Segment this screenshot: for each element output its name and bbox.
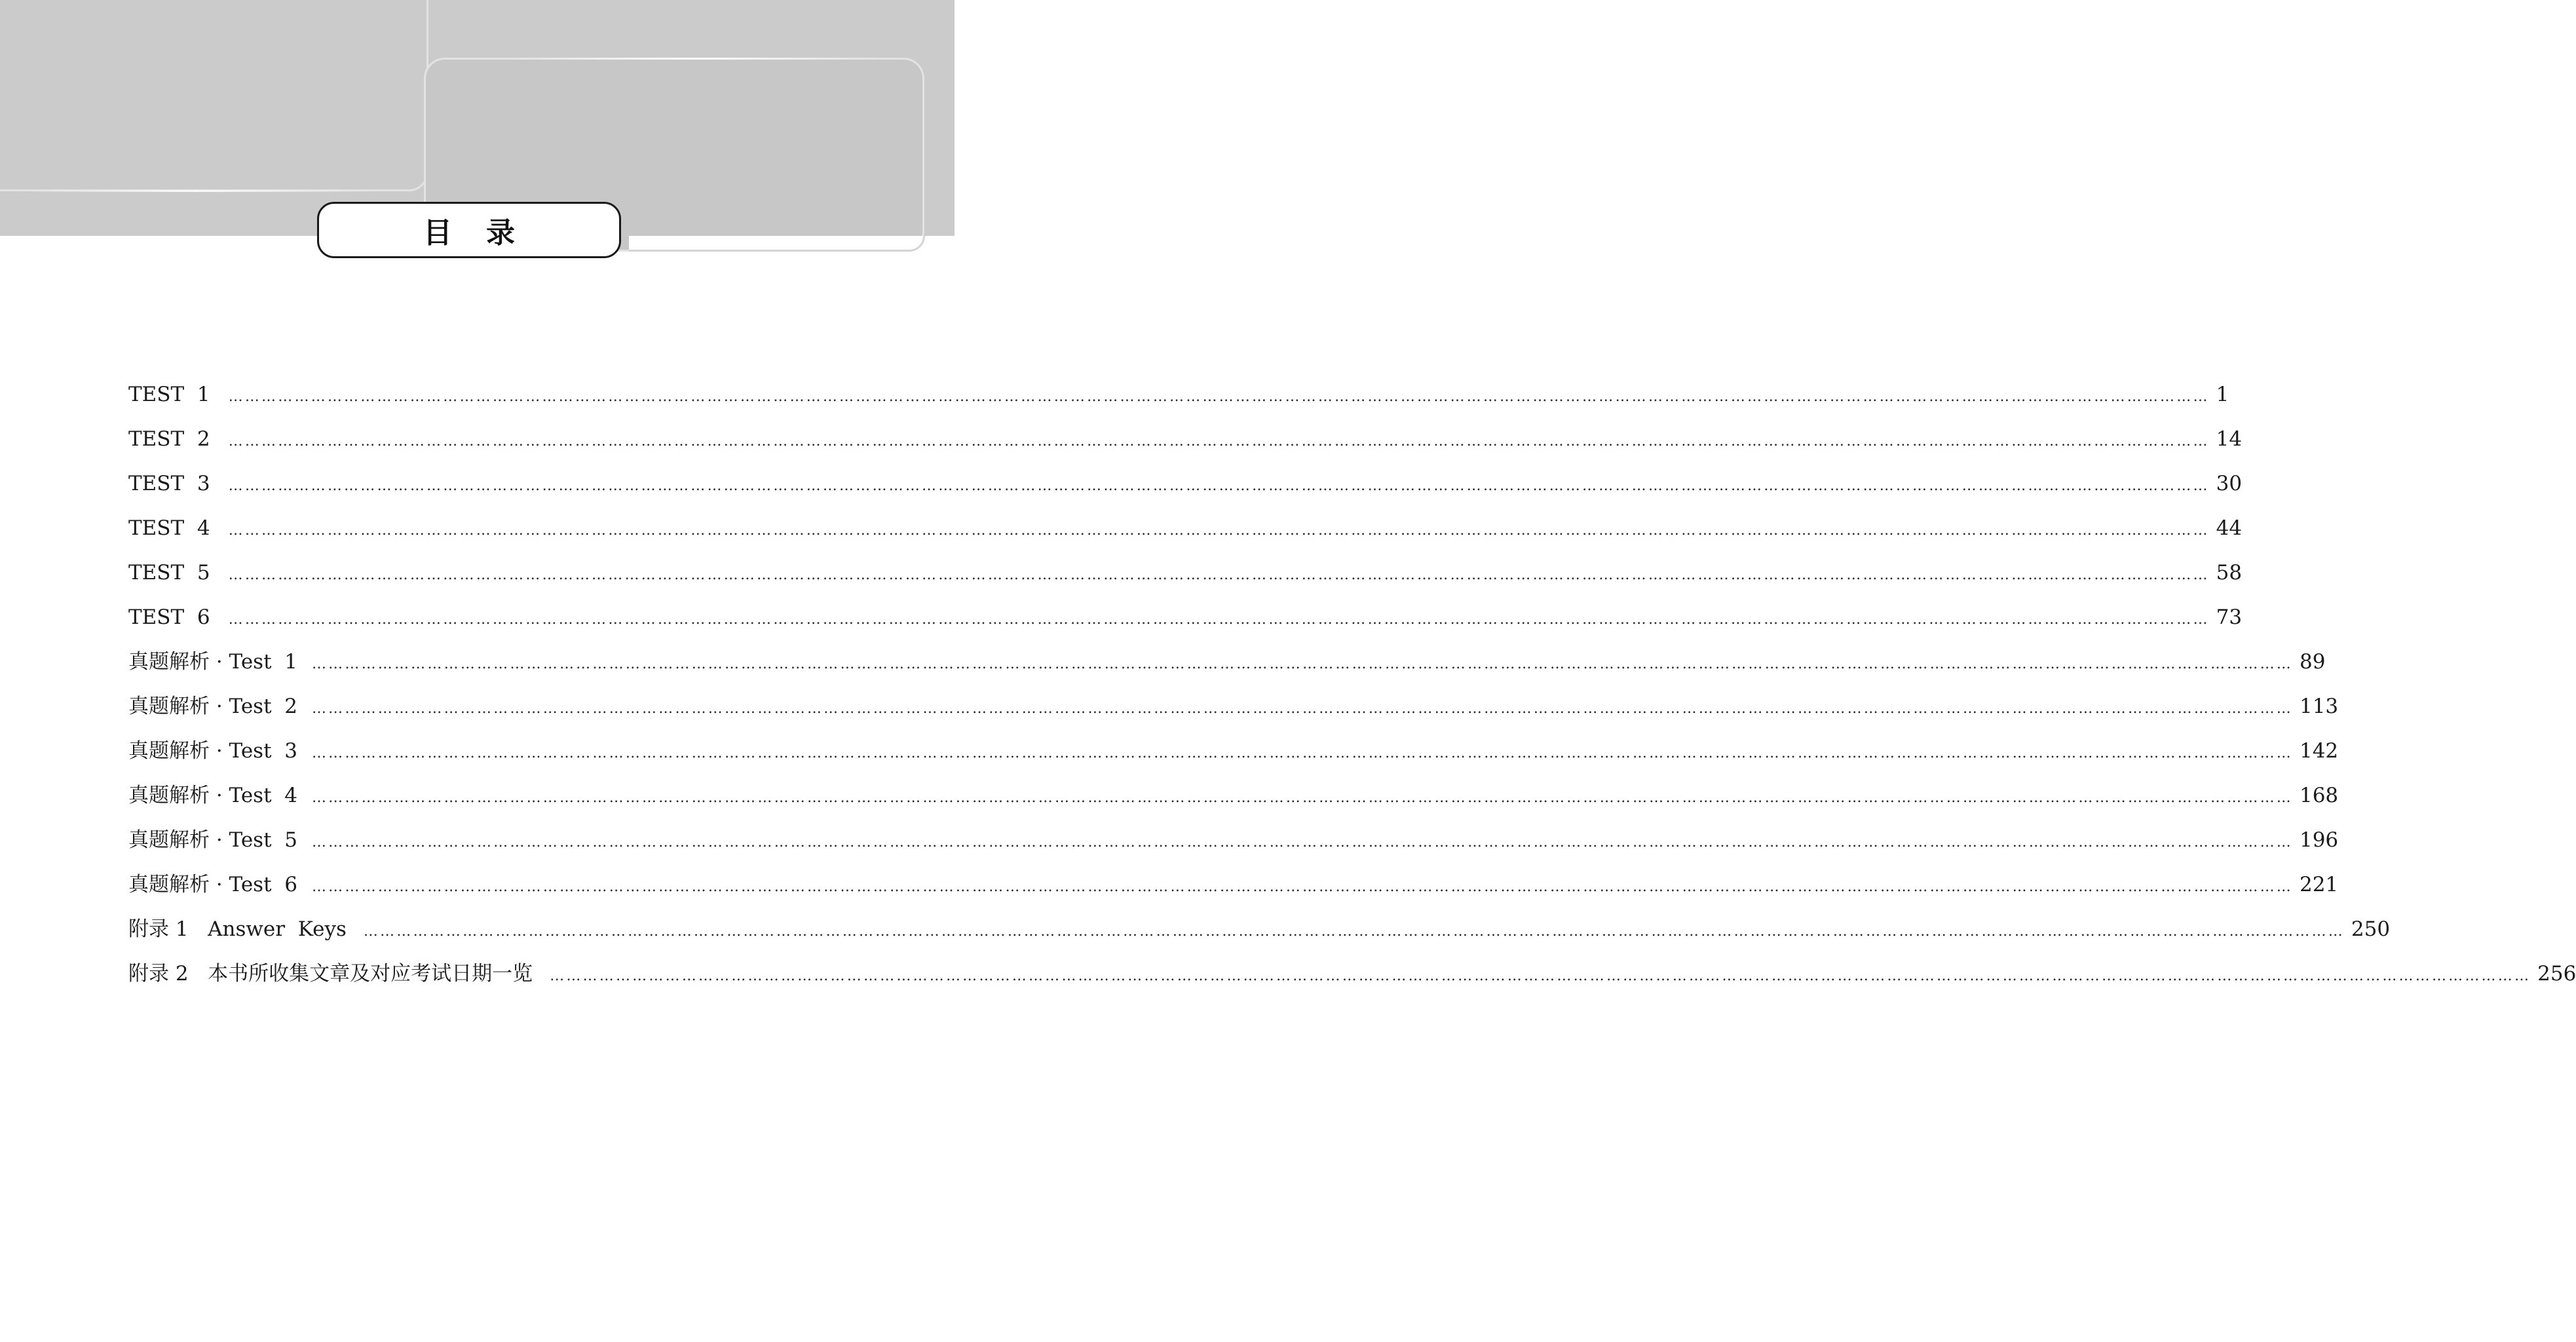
decorative-highlight-right xyxy=(511,58,878,60)
toc-leader-dots: ……………………………………………………………………………………………………………………………………………………………………………………………………………………………………………………………………………………………………………………………… xyxy=(228,611,2210,628)
toc-entry[interactable] xyxy=(128,427,2243,474)
toc-leader-dots: ……………………………………………………………………………………………………………………………………………………………………………………………………………………………………………………………………………………………………………………………… xyxy=(311,834,2293,851)
header-band xyxy=(0,0,955,236)
toc-leader-dots: ……………………………………………………………………………………………………………………………………………………………………………………………………………………………………………………………………………………………………………………………… xyxy=(228,567,2210,583)
title-box xyxy=(317,202,621,258)
toc-entry[interactable] xyxy=(128,828,2339,875)
page-title-part-2: 录 xyxy=(486,216,515,250)
toc-entry-label: 真题解析 · Test 2 xyxy=(128,695,297,718)
toc-leader-dots: ……………………………………………………………………………………………………………………………………………………………………………………………………………………………………………………………………………………………………………………………… xyxy=(311,700,2293,717)
toc-entry-page: 221 xyxy=(2299,873,2339,896)
toc-leader-dots: ……………………………………………………………………………………………………………………………………………………………………………………………………………………………………………………………………………………………………………………………… xyxy=(550,968,2531,984)
toc-entry[interactable] xyxy=(128,383,2229,429)
toc-entry-label: 附录 1 Answer Keys xyxy=(128,917,347,941)
toc-entry[interactable] xyxy=(128,605,2243,652)
toc-leader-dots: ……………………………………………………………………………………………………………………………………………………………………………………………………………………………………………………………………………………………………………………………… xyxy=(311,879,2293,895)
toc-entry-page: 30 xyxy=(2216,472,2243,495)
toc-entry-label: TEST 5 xyxy=(128,561,210,585)
toc-entry[interactable] xyxy=(128,561,2243,607)
toc-entry-label: TEST 6 xyxy=(128,605,210,629)
toc-leader-dots: ……………………………………………………………………………………………………………………………………………………………………………………………………………………………………………………………………………………………………………………………… xyxy=(363,923,2345,940)
toc-leader-dots: ……………………………………………………………………………………………………………………………………………………………………………………………………………………………………………………………………………………………………………………………… xyxy=(228,478,2210,494)
table-of-contents xyxy=(128,383,2576,1008)
decorative-highlight-left xyxy=(20,190,373,192)
toc-leader-dots: ……………………………………………………………………………………………………………………………………………………………………………………………………………………………………………………………………………………………………………………………… xyxy=(228,433,2210,450)
page-title xyxy=(423,209,515,251)
toc-entry-label: 真题解析 · Test 4 xyxy=(128,784,297,807)
toc-entry-page: 58 xyxy=(2216,561,2243,585)
toc-entry[interactable] xyxy=(128,516,2243,563)
toc-entry-label: 真题解析 · Test 3 xyxy=(128,739,297,763)
toc-entry-page: 113 xyxy=(2299,695,2339,718)
toc-entry-label: 附录 2 本书所收集文章及对应考试日期一览 xyxy=(128,962,533,986)
toc-entry[interactable] xyxy=(128,739,2339,786)
toc-entry-page: 256 xyxy=(2537,962,2576,986)
decorative-card-right-tail xyxy=(629,236,925,252)
page-title-part-1: 目 xyxy=(423,216,452,250)
toc-entry-page: 89 xyxy=(2299,650,2326,674)
toc-entry[interactable] xyxy=(128,650,2326,697)
toc-entry-label: TEST 3 xyxy=(128,472,210,495)
toc-entry[interactable] xyxy=(128,917,2391,964)
toc-leader-dots: ……………………………………………………………………………………………………………………………………………………………………………………………………………………………………………………………………………………………………………………………… xyxy=(228,522,2210,539)
toc-entry-label: TEST 1 xyxy=(128,383,210,406)
toc-entry-page: 14 xyxy=(2216,427,2243,451)
toc-entry[interactable] xyxy=(128,873,2339,919)
toc-entry[interactable] xyxy=(128,695,2339,741)
toc-entry[interactable] xyxy=(128,472,2243,518)
toc-entry-label: TEST 2 xyxy=(128,427,210,451)
toc-entry[interactable] xyxy=(128,784,2339,830)
toc-entry-page: 142 xyxy=(2299,739,2339,763)
toc-entry-page: 73 xyxy=(2216,605,2243,629)
toc-leader-dots: ……………………………………………………………………………………………………………………………………………………………………………………………………………………………………………………………………………………………………………………………… xyxy=(311,790,2293,806)
toc-leader-dots: ……………………………………………………………………………………………………………………………………………………………………………………………………………………………………………………………………………………………………………………………… xyxy=(228,389,2210,405)
toc-entry-label: 真题解析 · Test 1 xyxy=(128,650,297,674)
toc-entry-label: 真题解析 · Test 5 xyxy=(128,828,297,852)
toc-entry-page: 196 xyxy=(2299,828,2339,852)
decorative-card-left xyxy=(0,0,428,191)
toc-entry-page: 250 xyxy=(2351,917,2391,941)
toc-entry-page: 168 xyxy=(2299,784,2339,807)
toc-leader-dots: ……………………………………………………………………………………………………………………………………………………………………………………………………………………………………………………………………………………………………………………………… xyxy=(311,745,2293,761)
toc-entry-label: TEST 4 xyxy=(128,516,210,540)
toc-leader-dots: ……………………………………………………………………………………………………………………………………………………………………………………………………………………………………………………………………………………………………………………………… xyxy=(311,656,2293,672)
toc-entry[interactable] xyxy=(128,962,2576,1008)
toc-entry-page: 44 xyxy=(2216,516,2243,540)
toc-entry-page: 1 xyxy=(2216,383,2229,406)
toc-entry-label: 真题解析 · Test 6 xyxy=(128,873,297,896)
